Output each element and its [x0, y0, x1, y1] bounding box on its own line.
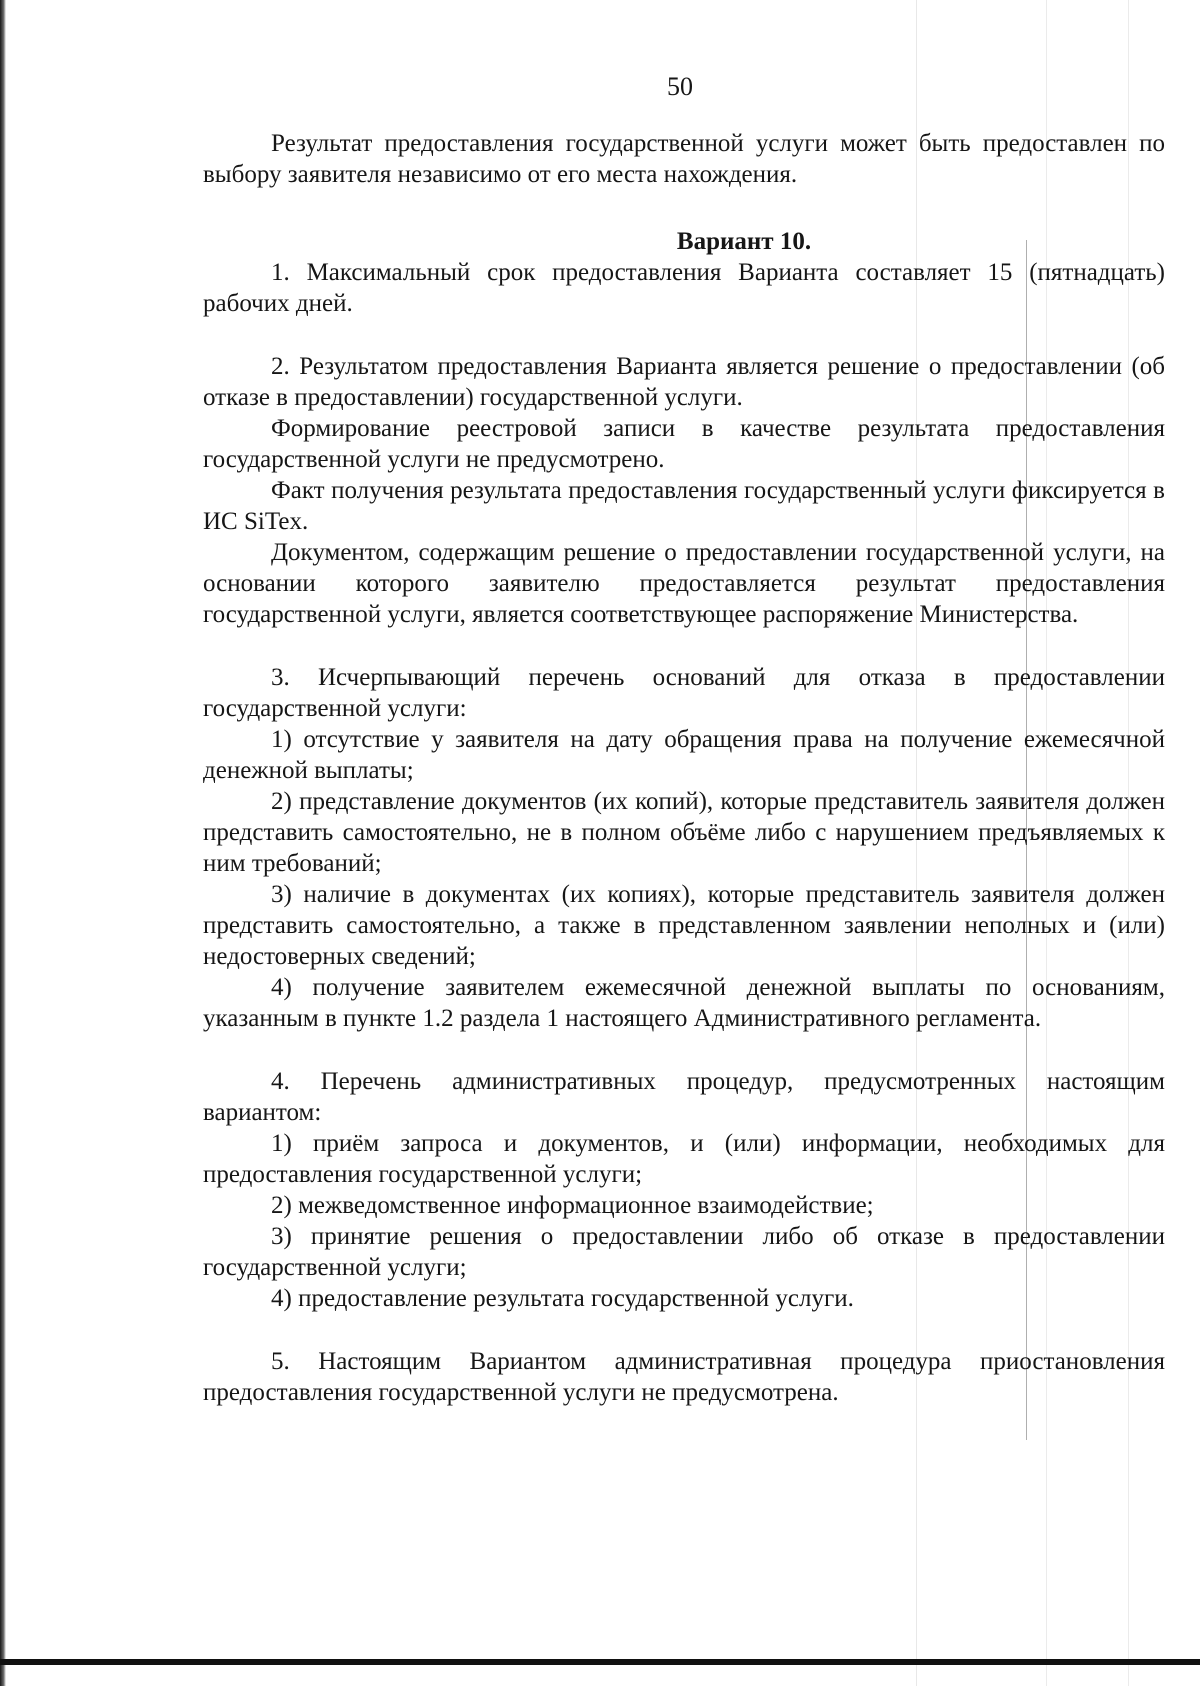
section-2-paragraph: 2. Результатом предоставления Варианта является решение о предоставлении (об отказе в предоставлении) государственной услуги. [203, 353, 1165, 411]
section-3-title: 3. Исчерпывающий перечень оснований для отказа в предоставлении государственной услуги: [203, 664, 1165, 722]
section-4-list-item: 1) приём запроса и документов, и (или) информации, необходимых для предоставления государственной услуги; [203, 1130, 1165, 1188]
section-1-paragraph: 1. Максимальный срок предоставления Варианта составляет 15 (пятнадцать) рабочих дней. [203, 259, 1165, 317]
section-2-paragraph: Документом, содержащим решение о предоставлении государственной услуги, на основании которого заявителю предоставляется результат предоставления государственной услуги, является соответствующее распоряжение Министерства. [203, 539, 1165, 628]
page-number: 50 [667, 72, 693, 101]
section-3-list-item: 2) представление документов (их копий), которые представитель заявителя должен представить самостоятельно, не в полном объёме либо с нарушением предъявляемых к ним требований; [203, 788, 1165, 877]
section-3-list-item: 1) отсутствие у заявителя на дату обращения права на получение ежемесячной денежной выплаты; [203, 726, 1165, 784]
variant-heading: Вариант 10. [676, 228, 812, 255]
section-4-title: 4. Перечень административных процедур, предусмотренных настоящим вариантом: [203, 1068, 1165, 1126]
document-body [203, 128, 1165, 1408]
section-2-paragraph: Факт получения результата предоставления государственный услуги фиксируется в ИС SiTex. [203, 477, 1165, 535]
section-3-list-item: 4) получение заявителем ежемесячной денежной выплаты по основаниям, указанным в пункте 1.2 раздела 1 настоящего Административного регламента. [203, 974, 1165, 1032]
intro-paragraph: Результат предоставления государственной услуги может быть предоставлен по выбору заявителя независимо от его места нахождения. [203, 130, 1165, 188]
section-4-list-item: 3) принятие решения о предоставлении либо об отказе в предоставлении государственной услуги; [203, 1223, 1165, 1281]
section-2-paragraph: Формирование реестровой записи в качестве результата предоставления государственной услуги не предусмотрено. [203, 415, 1165, 473]
section-5-paragraph: 5. Настоящим Вариантом административная процедура приостановления предоставления государственной услуги не предусмотрена. [203, 1348, 1165, 1406]
scan-left-edge [0, 0, 6, 1686]
section-3-list-item: 3) наличие в документах (их копиях), которые представитель заявителя должен представить самостоятельно, а также в представленном заявлении неполных и (или) недостоверных сведений; [203, 881, 1165, 970]
scan-bottom-edge [0, 1659, 1200, 1665]
section-4-list-item: 4) предоставление результата государственной услуги. [271, 1285, 854, 1312]
section-4-list-item: 2) межведомственное информационное взаимодействие; [271, 1192, 874, 1219]
